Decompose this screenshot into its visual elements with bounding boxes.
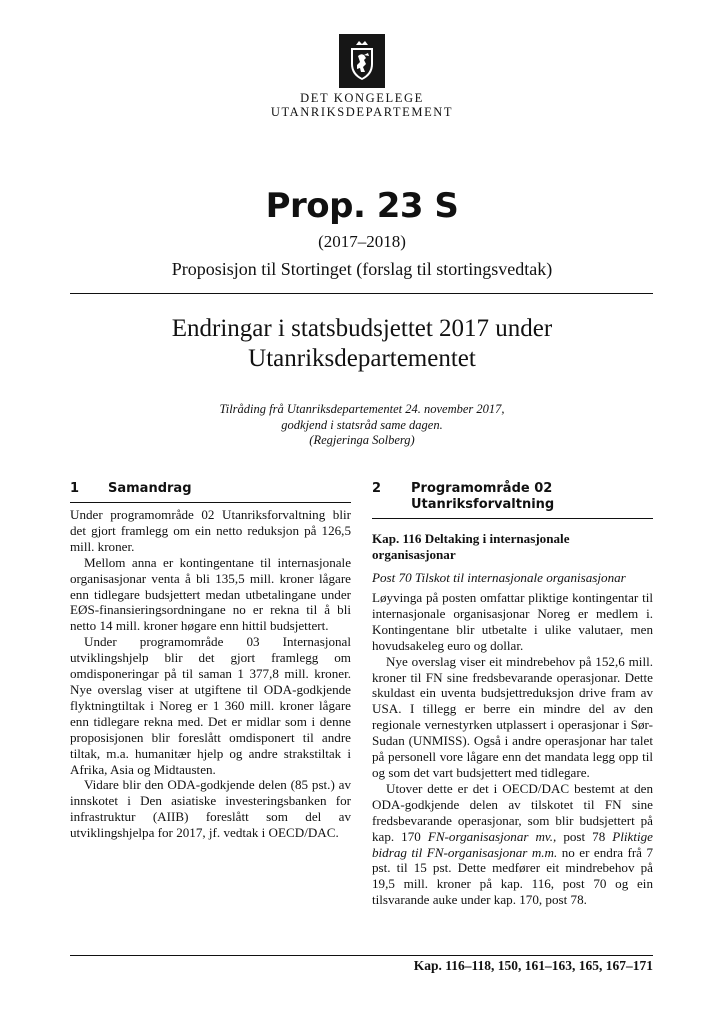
document-title-line1: Endringar i statsbudsjettet 2017 under (171, 315, 553, 342)
left-column (70, 481, 351, 841)
footer-divider (70, 955, 653, 956)
document-title-line2: Utanriksdepartementet (248, 345, 476, 372)
right-column (372, 481, 653, 908)
italic-run: Pliktige bidrag til FN-organisasjonar m.m. (372, 828, 653, 860)
lion-coat-of-arms-icon (339, 34, 385, 88)
footer-chapters: Kap. 116–118, 150, 161–163, 165, 167–171 (413, 958, 653, 973)
ministry-name-line1: DET KONGELEGE (300, 91, 424, 105)
section-heading-programme (372, 481, 653, 519)
ministry-name-line2: UTANRIKSDEPARTEMENT (270, 105, 454, 119)
section-title (411, 481, 554, 513)
approval-line: (Regjeringa Solberg) (309, 433, 415, 447)
body-paragraph: Under programområde 03 Internasjonal utviklingshjelp blir det gjort framlegg om omdisponeringar på til saman 1 377,8 mill. kroner. Nye overslag viser at utgiftene til ODA-godkjende flyktningtiltak i Noreg er 1 360 mill. kroner lågare enn tidlegare rekna med. Det er midlar som i denne proposisjonen blir foreslått omdisponert til andre tiltak, m.a. humanitær hjelp og andre strakstiltak i Afrika, Asia og Midtausten. (70, 634, 351, 777)
session-years: (2017–2018) (318, 232, 406, 251)
body-paragraph: Under programområde 02 Utanriksforvaltning blir det gjort framlegg om ein netto reduksjon på 126,5 mill. kroner. (70, 507, 351, 554)
document-title (0, 314, 724, 374)
royal-emblem (339, 34, 385, 88)
section-title-line1: Programområde 02 (411, 481, 553, 496)
chapter-heading: Kap. 116 Deltaking i internasjonale organisasjonar (372, 531, 570, 562)
body-paragraph: Løyvinga på posten omfattar pliktige kontingentar til internasjonale organisasjonar Noreg er medlem i. Kontingentane blir utbetalte i ulike valutaer, men hovudsakeleg euro og dollar. (372, 590, 653, 653)
section-heading-summary (70, 481, 351, 503)
body-paragraph: Nye overslag viser eit mindrebehov på 152,6 mill. kroner til FN sine fredsbevarande operasjonar. Dette skuldast ein uventa budsjettreduksjon drive fram av USA. I tillegg er berre ein mindre del av den regionale vernestyrken utplassert i operasjonar i Sør-Sudan (UNMISS). Også i andre operasjonar har talet på personell vore lågare enn det mandata legg opp til og som det vart budsjettert med tidlegare. (372, 653, 653, 780)
section-title-line2: Utanriksforvaltning (411, 497, 555, 512)
section-title: Samandrag (108, 481, 192, 496)
approval-note (0, 402, 724, 449)
text-run: post 78 (556, 828, 613, 844)
section-number: 2 (372, 481, 382, 496)
text-run: Utover dette er det i OECD/DAC bestemt at den ODA-godkjende delen av tilskotet til FN sine fredsbevarande operasjonar, som blir budsjettert på kap. 170 (372, 780, 653, 844)
title-divider (70, 293, 653, 294)
proposition-subtitle: Proposisjon til Stortinget (forslag til stortingsvedtak) (171, 259, 553, 279)
section-number: 1 (70, 481, 80, 496)
body-paragraph: Mellom anna er kontingentane til internasjonale organisasjonar venta å bli 135,5 mill. kroner lågare enn tidlegare budsjettert medan utbetalingane under EØS-finansieringsordningane no er rekna til å bli netto 14 mill. kroner høgare enn hittil budsjettert. (70, 554, 351, 634)
proposition-number: Prop. 23 S (265, 186, 459, 226)
approval-line: Tilråding frå Utanriksdepartementet 24. november 2017, (219, 402, 505, 416)
italic-run: FN-organisasjonar mv., (427, 828, 557, 844)
post-heading: Post 70 Tilskot til internasjonale organisasjonar (372, 570, 626, 585)
body-paragraph-mixed (372, 781, 653, 908)
approval-line: godkjend i statsråd same dagen. (281, 417, 443, 432)
body-paragraph: Vidare blir den ODA-godkjende delen (85 pst.) av innskotet i Den asiatiske investeringsbanken for infrastruktur (AIIB) foreslått som del av utviklingshjelpa for 2017, jf. vedtak i OECD/DAC. (70, 777, 351, 841)
text-run: no er endra frå 7 pst. til 15 pst. Dette medfører eit mindrebehov på 19,5 mill. kroner på kap. 116, post 70 og ein tilsvarande auke under kap. 170, post 78. (372, 844, 653, 908)
